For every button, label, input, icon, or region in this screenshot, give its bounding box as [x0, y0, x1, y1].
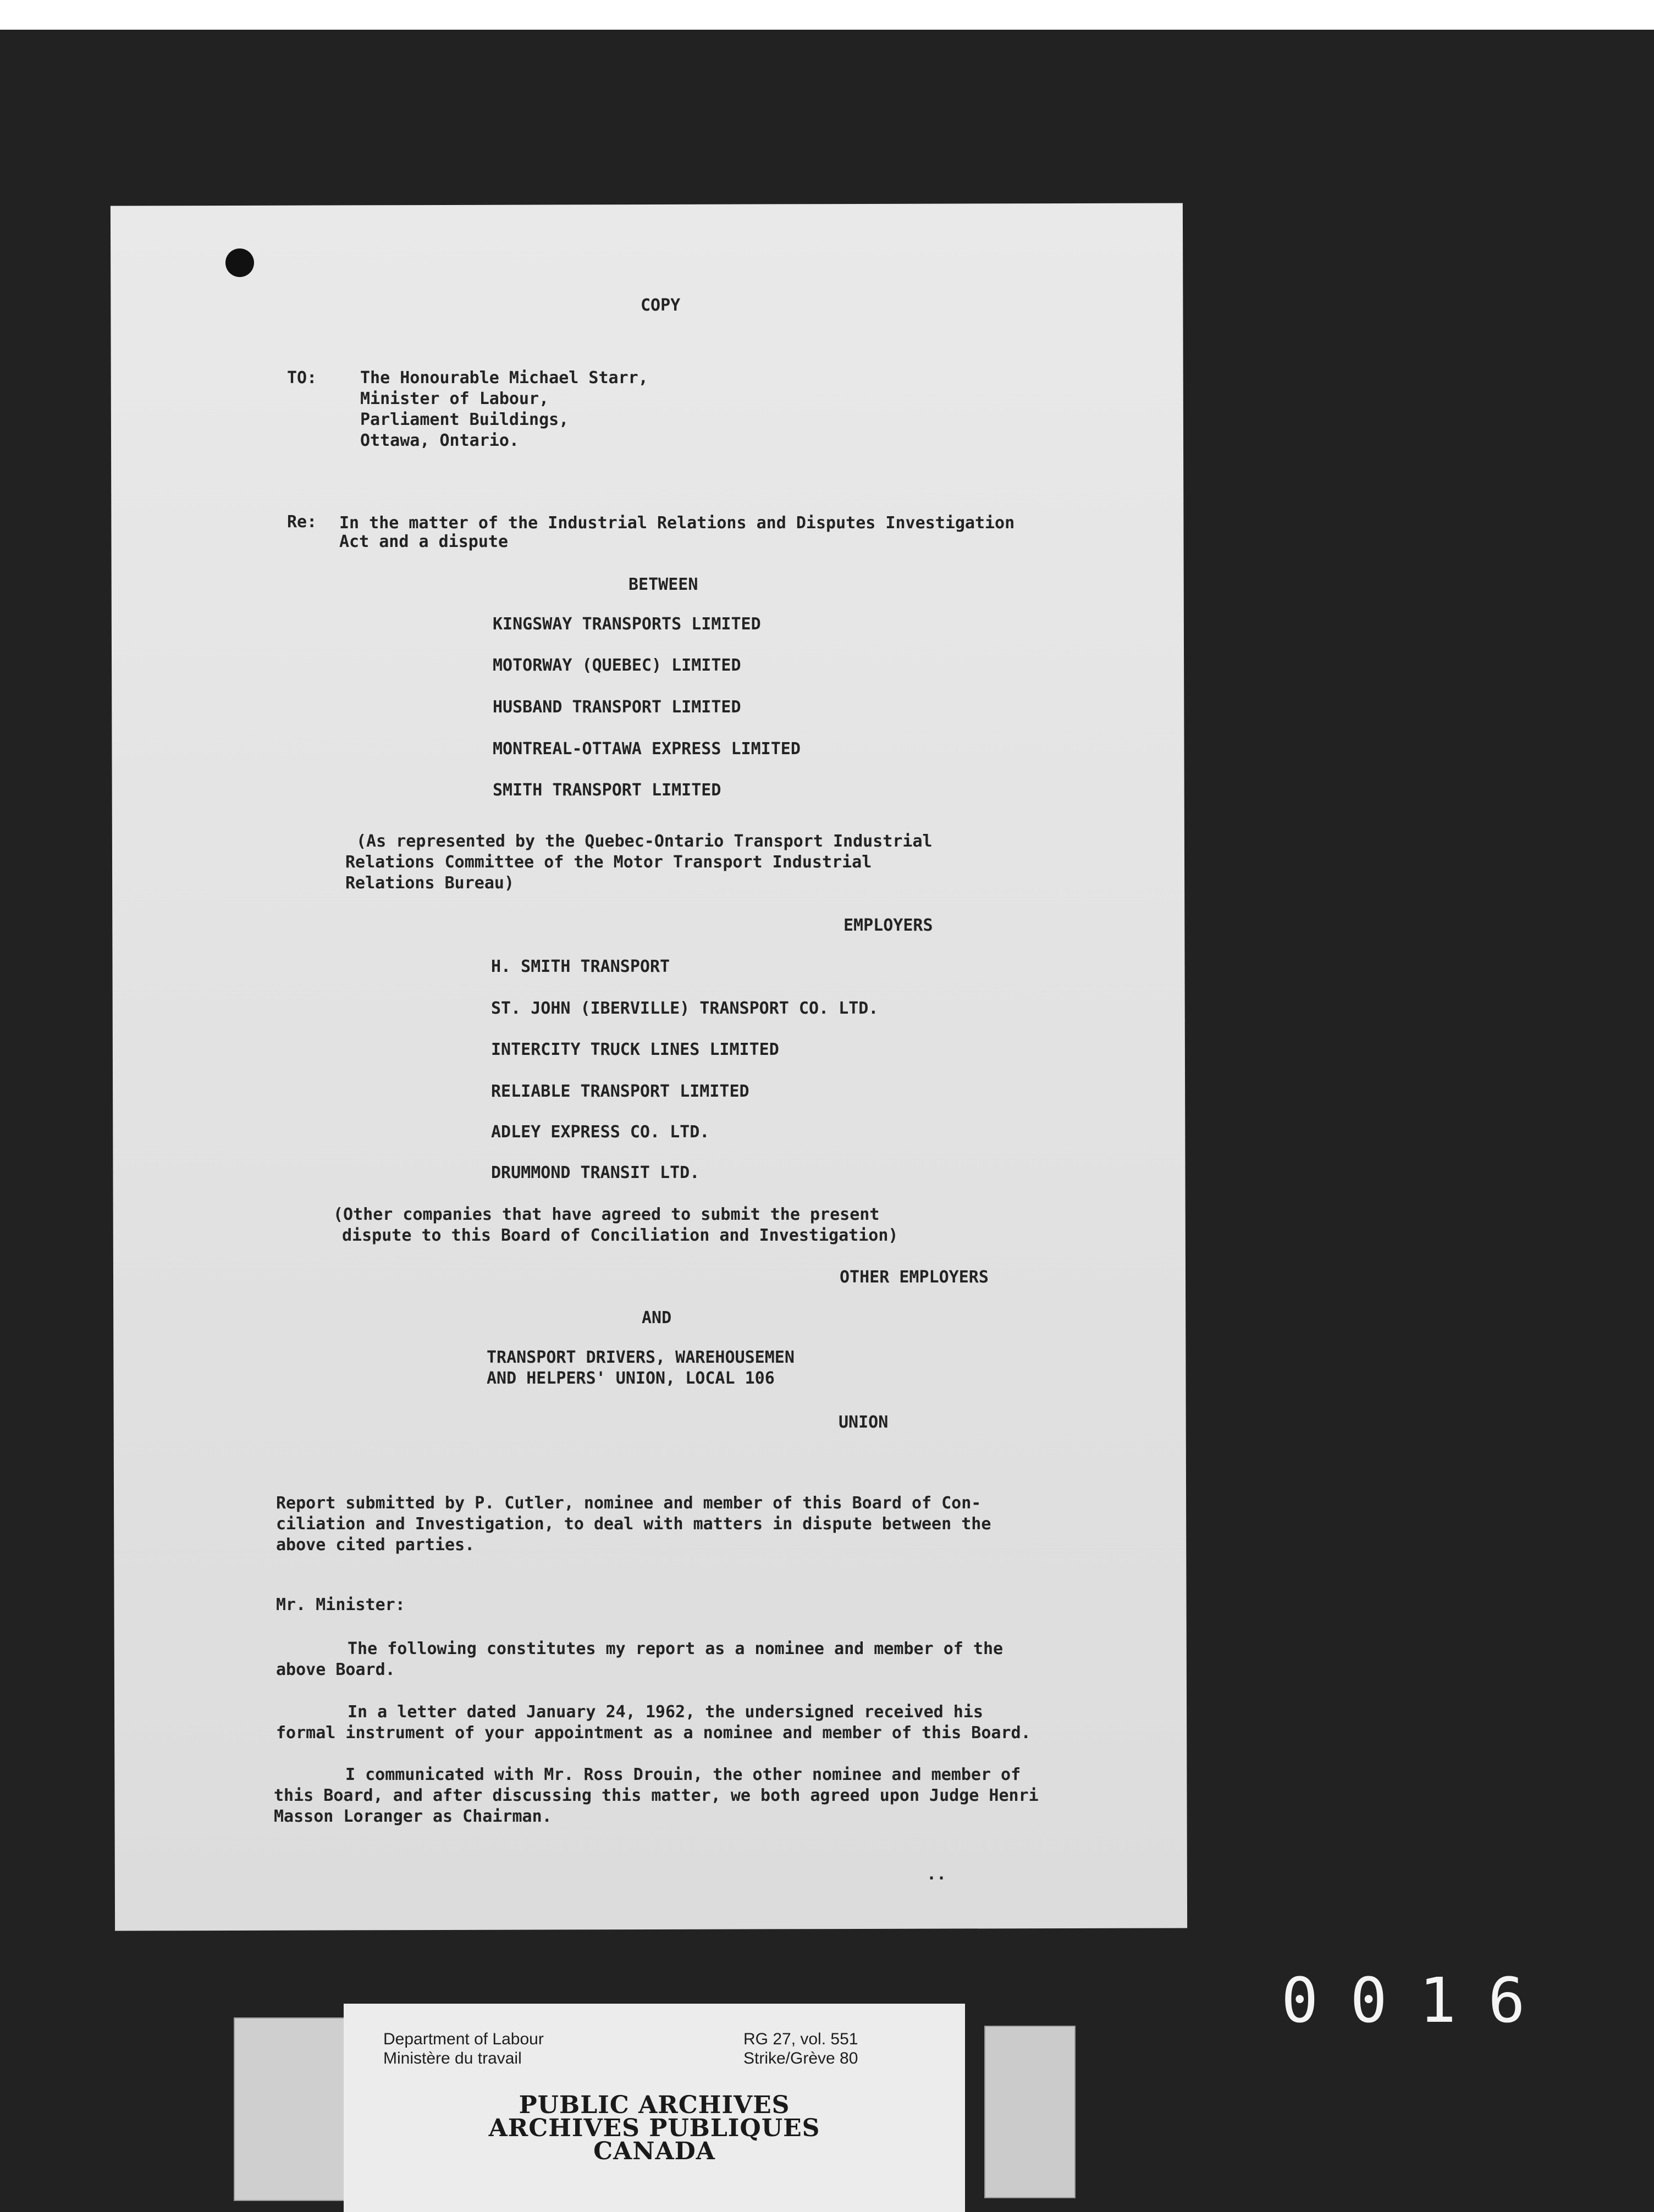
address-line: Minister of Labour, — [360, 389, 549, 408]
paragraph-line: I communicated with Mr. Ross Drouin, the other nominee and member of — [345, 1765, 1021, 1784]
punch-hole — [225, 248, 254, 277]
frame-number: 0016 — [1281, 1965, 1557, 2037]
union-name-line: AND HELPERS' UNION, LOCAL 106 — [487, 1369, 775, 1388]
label-tape-right — [984, 2026, 1076, 2198]
and-label: AND — [642, 1308, 672, 1328]
party-name: HUSBAND TRANSPORT LIMITED — [493, 698, 741, 717]
other-employers-note-line: dispute to this Board of Conciliation and Investigation) — [342, 1226, 898, 1245]
re-line: In the matter of the Industrial Relations and Disputes Investigation — [339, 513, 1015, 533]
party-name: RELIABLE TRANSPORT LIMITED — [491, 1082, 749, 1101]
party-name: INTERCITY TRUCK LINES LIMITED — [491, 1040, 779, 1059]
paragraph-line: formal instrument of your appointment as a nominee and member of this Board. — [276, 1723, 1031, 1743]
archive-stamp-line: CANADA — [593, 2137, 715, 2165]
to-label: TO: — [287, 368, 317, 388]
continuation-mark: .. — [927, 1865, 947, 1884]
employers-note-line: Relations Committee of the Motor Transport Industrial — [345, 853, 872, 872]
report-intro-line: ciliation and Investigation, to deal with matters in dispute between the — [276, 1514, 991, 1534]
party-name: MONTREAL-OTTAWA EXPRESS LIMITED — [493, 739, 801, 759]
re-line: Act and a dispute — [339, 532, 509, 551]
re-label: Re: — [287, 512, 317, 532]
party-name: ST. JOHN (IBERVILLE) TRANSPORT CO. LTD. — [491, 999, 879, 1018]
copy-label: COPY — [641, 296, 681, 315]
party-name: SMITH TRANSPORT LIMITED — [493, 781, 721, 800]
paragraph-line: this Board, and after discussing this matter, we both agreed upon Judge Henri — [274, 1786, 1039, 1805]
paragraph-line: Masson Loranger as Chairman. — [274, 1807, 552, 1826]
paragraph-line: The following constitutes my report as a nominee and member of the — [348, 1639, 1004, 1658]
party-name: KINGSWAY TRANSPORTS LIMITED — [493, 615, 761, 634]
between-label: BETWEEN — [628, 575, 698, 594]
employers-note-line: (As represented by the Quebec-Ontario Transport Industrial — [356, 832, 933, 851]
other-employers-label: OTHER EMPLOYERS — [840, 1268, 989, 1287]
strike-number: Strike/Grève 80 — [743, 2049, 858, 2067]
paragraph-line: above Board. — [276, 1660, 395, 1679]
archive-reference: RG 27, vol. 551 — [743, 2030, 858, 2048]
party-name: H. SMITH TRANSPORT — [491, 957, 670, 976]
label-tape-left — [234, 2017, 362, 2201]
report-intro-line: Report submitted by P. Cutler, nominee and member of this Board of Con- — [276, 1494, 982, 1513]
salutation: Mr. Minister: — [276, 1595, 405, 1614]
party-name: MOTORWAY (QUEBEC) LIMITED — [493, 656, 741, 675]
address-line: Parliament Buildings, — [360, 410, 569, 429]
document-page — [111, 203, 1187, 1931]
employers-label: EMPLOYERS — [843, 916, 933, 935]
archive-stamp-line: ARCHIVES PUBLIQUES — [488, 2114, 820, 2142]
report-intro-line: above cited parties. — [276, 1535, 475, 1555]
archive-stamp-line: PUBLIC ARCHIVES — [519, 2091, 790, 2119]
party-name: DRUMMOND TRANSIT LTD. — [491, 1163, 700, 1182]
party-name: ADLEY EXPRESS CO. LTD. — [491, 1122, 710, 1142]
paragraph-line: In a letter dated January 24, 1962, the undersigned received his — [348, 1702, 983, 1722]
union-name-line: TRANSPORT DRIVERS, WAREHOUSEMEN — [487, 1348, 795, 1367]
department-english: Department of Labour — [383, 2030, 544, 2048]
employers-note-line: Relations Bureau) — [345, 873, 515, 893]
other-employers-note-line: (Other companies that have agreed to submit the present — [333, 1205, 880, 1224]
department-french: Ministère du travail — [383, 2049, 522, 2067]
union-label: UNION — [839, 1413, 889, 1432]
address-line: Ottawa, Ontario. — [360, 431, 519, 450]
address-line: The Honourable Michael Starr, — [360, 368, 648, 388]
